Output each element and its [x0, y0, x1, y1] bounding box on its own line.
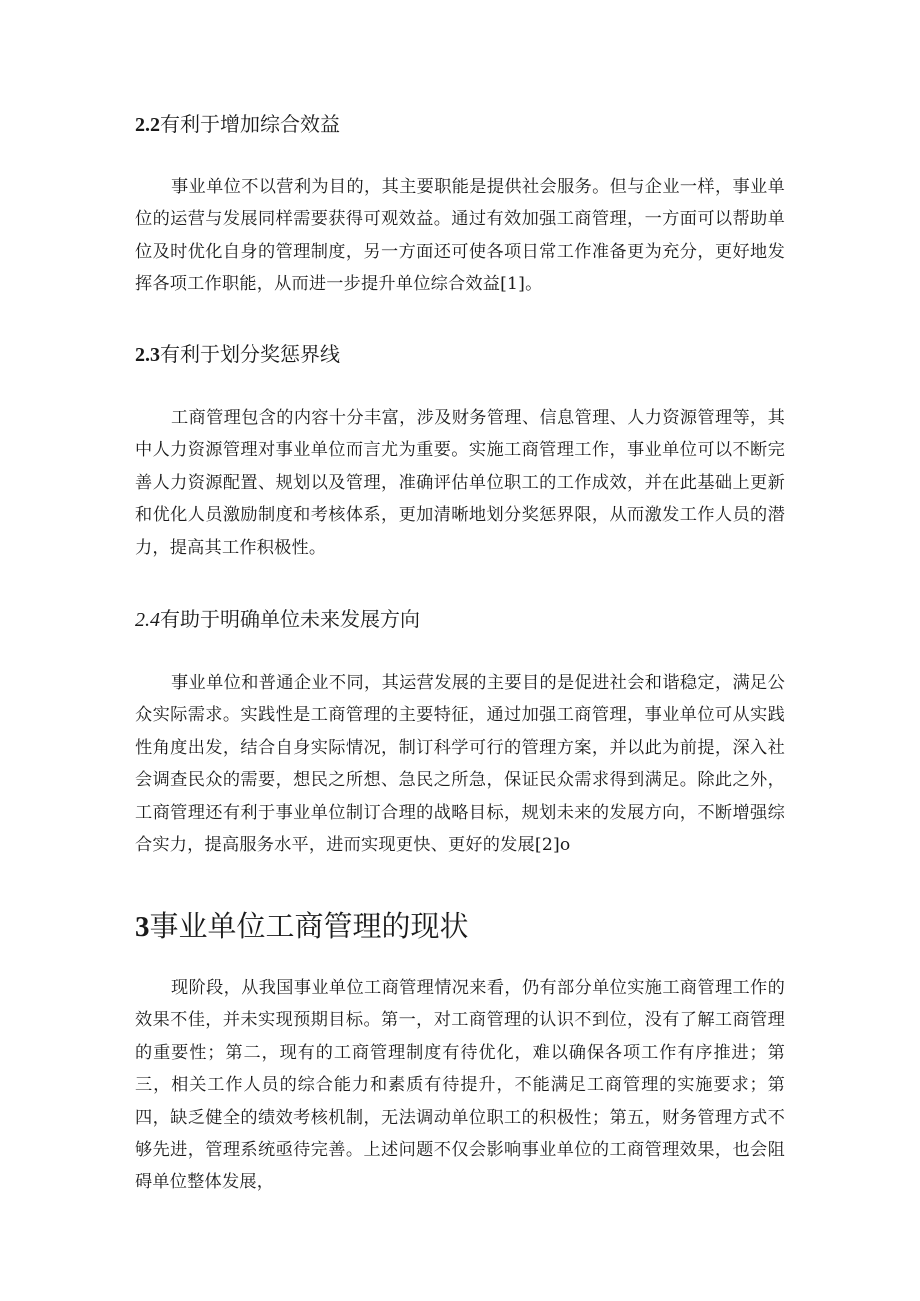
section-title: 有利于增加综合效益 — [160, 112, 340, 136]
section-number: 2.2 — [135, 114, 160, 136]
chapter-number: 3 — [135, 911, 150, 943]
chapter-title: 事业单位工商管理的现状 — [149, 909, 469, 943]
section-number: 2.3 — [135, 344, 160, 366]
section-paragraph-2-2: 事业单位不以营利为目的，其主要职能是提供社会服务。但与企业一样，事业单位的运营与发展同样需要获得可观效益。通过有效加强工商管理，一方面可以帮助单位及时优化自身的管理制度，另一方面还可使各项日常工作准备更为充分，更好地发挥各项工作职能，从而进一步提升单位综合效益[1]。 — [135, 177, 785, 295]
section-title: 有利于划分奖惩界线 — [160, 342, 340, 366]
section-heading-2-4 — [135, 605, 420, 634]
chapter-paragraph-3: 现阶段，从我国事业单位工商管理情况来看，仍有部分单位实施工商管理工作的效果不佳，并未实现预期目标。第一，对工商管理的认识不到位，没有了解工商管理的重要性；第二，现有的工商管理制度有待优化，难以确保各项工作有序推进；第三，相关工作人员的综合能力和素质有待提升，不能满足工商管理的实施要求；第四，缺乏健全的绩效考核机制，无法调动单位职工的积极性；第五，财务管理方式不够先进，管理系统亟待完善。上述问题不仅会影响事业单位的工商管理效果，也会阻碍单位整体发展， — [135, 978, 785, 1193]
section-title: 有助于明确单位未来发展方向 — [160, 607, 420, 631]
section-paragraph-2-4: 事业单位和普通企业不同，其运营发展的主要目的是促进社会和谐稳定，满足公众实际需求。实践性是工商管理的主要特征，通过加强工商管理，事业单位可从实践性角度出发，结合自身实际情况，制订科学可行的管理方案，并以此为前提，深入社会调查民众的需要，想民之所想、急民之所急，保证民众需求得到满足。除此之外，工商管理还有利于事业单位制订合理的战略目标，规划未来的发展方向，不断增强综合实力，提高服务水平，进而实现更快、更好的发展[2]o — [135, 673, 785, 856]
section-paragraph-2-3: 工商管理包含的内容十分丰富，涉及财务管理、信息管理、人力资源管理等，其中人力资源管理对事业单位而言尤为重要。实施工商管理工作，事业单位可以不断完善人力资源配置、规划以及管理，准确评估单位职工的工作成效，并在此基础上更新和优化人员激励制度和考核体系，更加清晰地划分奖惩界限，从而激发工作人员的潜力，提高其工作积极性。 — [135, 408, 785, 558]
section-heading-2-2 — [135, 110, 340, 139]
chapter-heading-3 — [135, 908, 469, 945]
section-heading-2-3 — [135, 340, 340, 369]
section-number: 2.4 — [135, 609, 160, 631]
